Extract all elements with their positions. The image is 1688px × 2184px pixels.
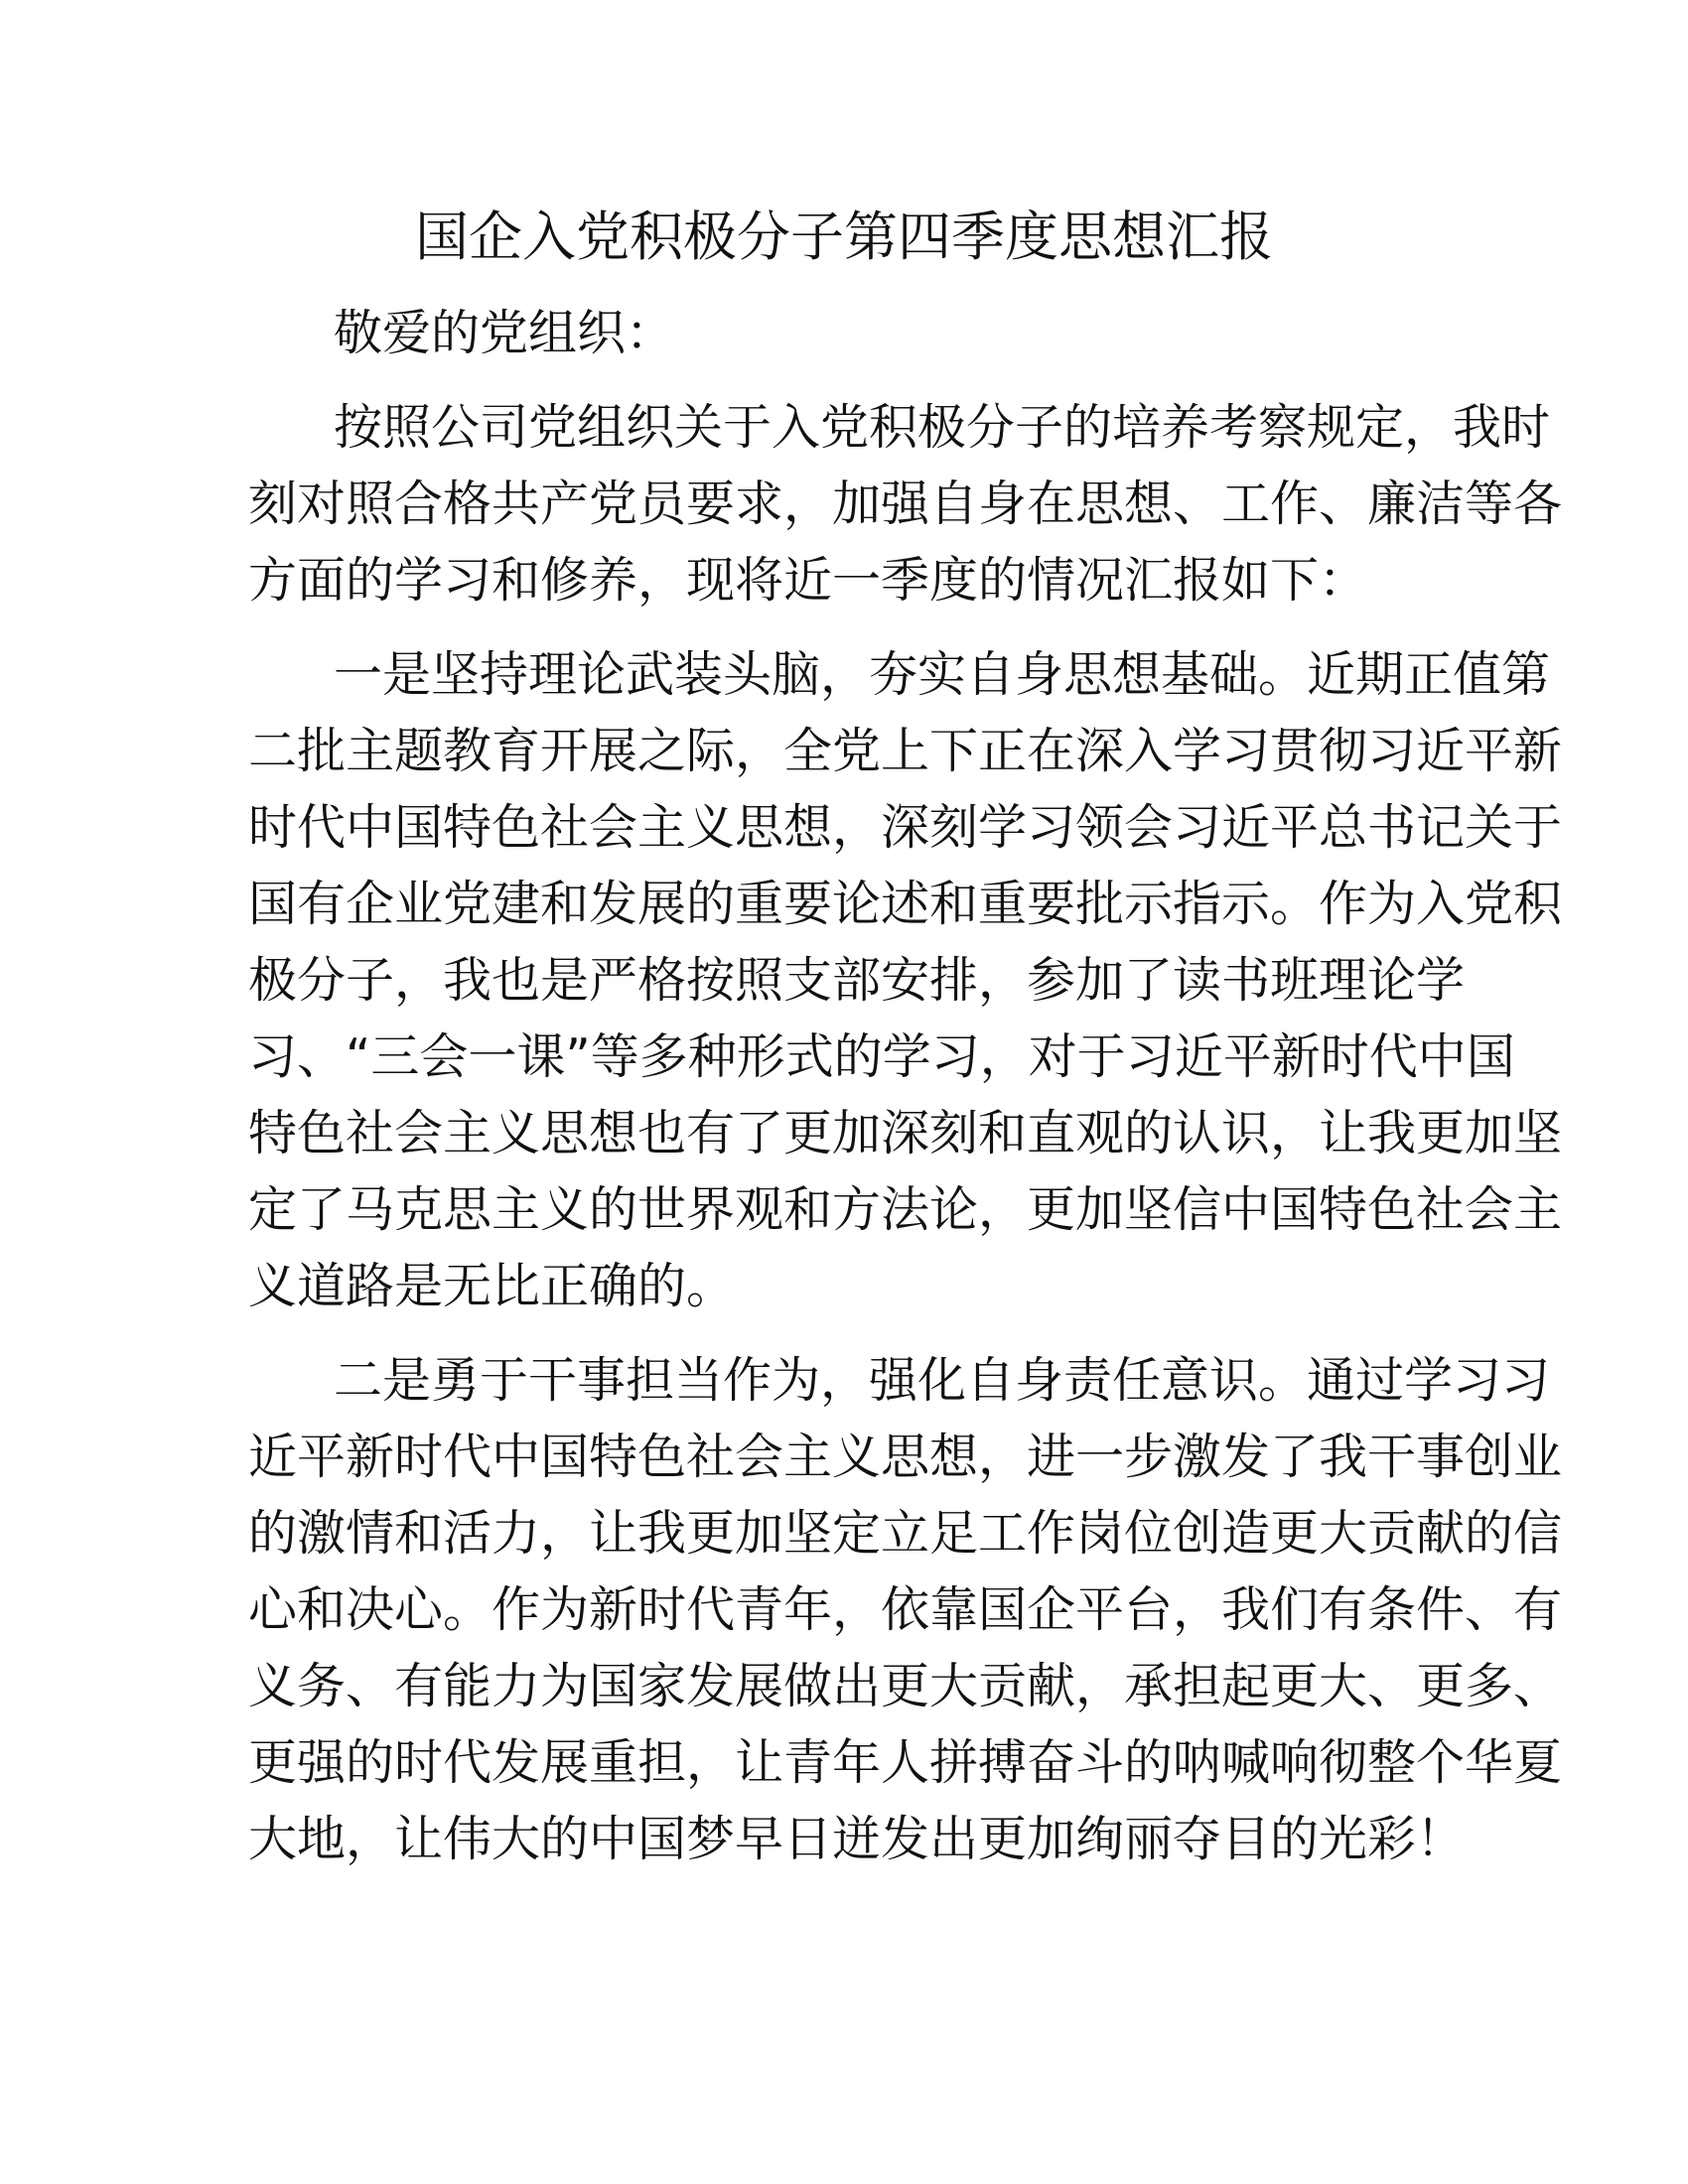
paragraph-line: 义务、有能力为国家发展做出更大贡献，承担起更大、更多、	[248, 1658, 1563, 1714]
document-page	[0, 204, 1688, 1877]
paragraph-line: 按照公司党组织关于入党积极分子的培养考察规定，我时	[334, 399, 1551, 456]
salutation: 敬爱的党组织：	[334, 305, 675, 361]
paragraph-line: 习、“三会一课”等多种形式的学习，对于习近平新时代中国	[248, 1028, 1515, 1085]
paragraph-line: 心和决心。作为新时代青年，依靠国企平台，我们有条件、有	[248, 1581, 1563, 1638]
paragraph-2	[248, 636, 1563, 1324]
paragraph-line: 更强的时代发展重担，让青年人拼搏奋斗的呐喊响彻整个华夏	[248, 1734, 1563, 1791]
paragraph-line: 近平新时代中国特色社会主义思想，进一步激发了我干事创业	[248, 1429, 1563, 1485]
paragraph-line: 义道路是无比正确的。	[248, 1258, 736, 1314]
paragraph-line: 大地，让伟大的中国梦早日迸发出更加绚丽夺目的光彩！	[248, 1811, 1466, 1867]
paragraph-line: 二批主题教育开展之际，全党上下正在深入学习贯彻习近平新	[248, 723, 1563, 779]
document-title: 国企入党积极分子第四季度思想汇报	[415, 205, 1273, 268]
paragraph-line: 时代中国特色社会主义思想，深刻学习领会习近平总书记关于	[248, 799, 1563, 856]
paragraph-line: 特色社会主义思想也有了更加深刻和直观的认识，让我更加坚	[248, 1105, 1563, 1161]
paragraph-line: 的激情和活力，让我更加坚定立足工作岗位创造更大贡献的信	[248, 1505, 1563, 1562]
paragraph-line: 二是勇于干事担当作为，强化自身责任意识。通过学习习	[334, 1352, 1551, 1409]
paragraph-line: 一是坚持理论武装头脑，夯实自身思想基础。近期正值第	[334, 646, 1551, 703]
paragraph-line: 国有企业党建和发展的重要论述和重要批示指示。作为入党积	[248, 876, 1563, 932]
paragraph-line: 极分子，我也是严格按照支部安排，参加了读书班理论学	[248, 952, 1466, 1009]
paragraph-line: 定了马克思主义的世界观和方法论，更加坚信中国特色社会主	[248, 1181, 1563, 1238]
salutation-block	[248, 295, 1440, 371]
paragraph-line: 刻对照合格共产党员要求，加强自身在思想、工作、廉洁等各	[248, 476, 1563, 532]
paragraph-3	[248, 1342, 1563, 1877]
paragraph-1	[248, 389, 1563, 618]
paragraph-line: 方面的学习和修养，现将近一季度的情况汇报如下：	[248, 552, 1368, 609]
